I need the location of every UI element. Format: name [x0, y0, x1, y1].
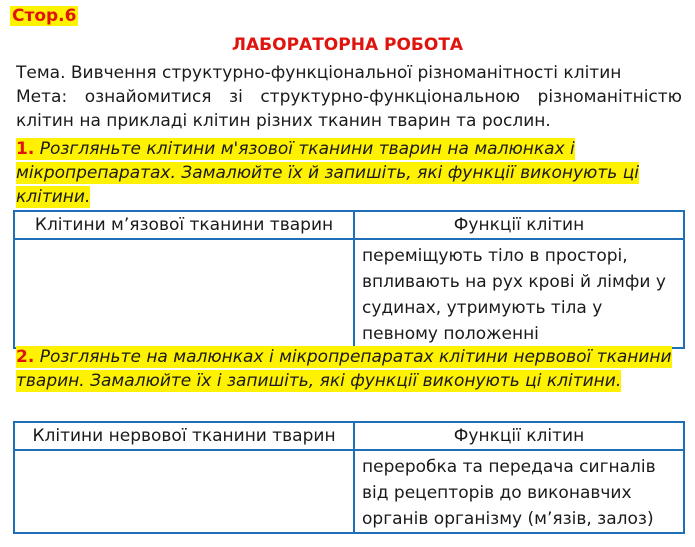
functions-cell: переробка та передача сигналів від рецепторів до виконавчих органів організму (м’язів, залоз) [354, 450, 684, 533]
table-row [14, 450, 684, 533]
drawing-cell [14, 450, 354, 533]
task-2 [16, 345, 682, 393]
task-1-highlight [16, 138, 639, 208]
page-title: ЛАБОРАТОРНА РОБОТА [231, 35, 464, 55]
table-header-row [14, 422, 684, 450]
table-header-functions: Функції клітин [354, 211, 684, 239]
task-2-text: Розгляньте на малюнках і мікропрепаратах клітини нервової тканини тварин. Замалюйте їх і запишіть, які функції виконують ці клітини. [16, 347, 672, 391]
table-header-functions: Функції клітин [354, 422, 684, 450]
table-header-row [14, 211, 684, 239]
page-label: Стор.6 [12, 6, 77, 26]
task-1 [16, 137, 682, 209]
muscle-cells-table [13, 210, 685, 349]
table-header-cells: Клітини нервової тканини тварин [14, 422, 354, 450]
task-1-number: 1. [16, 139, 35, 159]
functions-cell: переміщують тіло в просторі, впливають на рух крові й лімфи у судинах, утримують тіла у певному положенні [354, 239, 684, 348]
theme-text: Тема. Вивчення структурно-функціональної різноманітності клітин [16, 63, 622, 83]
table-header-cells: Клітини м’язової тканини тварин [14, 211, 354, 239]
goal-text: Мета: ознайомитися зі структурно-функціональною різноманітністю клітин на прикладі клітин різних тканин тварин та рослин. [16, 87, 682, 131]
drawing-cell [14, 239, 354, 348]
nerve-cells-table [13, 421, 685, 534]
task-1-text: Розгляньте клітини м'язової тканини тварин на малюнках і мікропрепаратах. Замалюйте їх й запишіть, які функції виконують ці клітини. [16, 139, 639, 207]
task-2-highlight [16, 346, 672, 392]
task-2-number: 2. [16, 347, 35, 367]
table-row [14, 239, 684, 348]
